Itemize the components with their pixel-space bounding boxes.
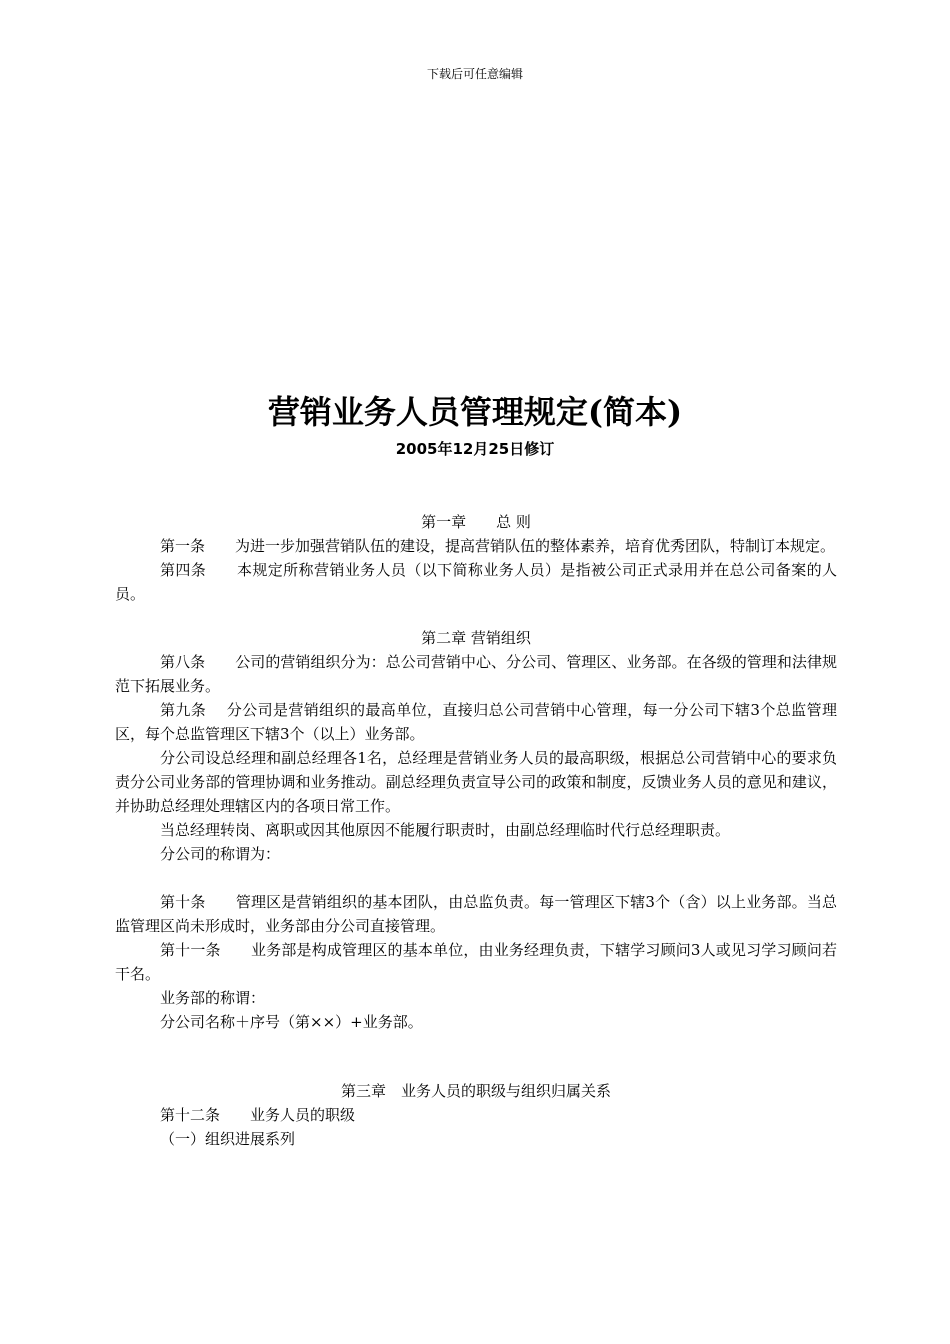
article-paragraph: 第十一条 业务部是构成管理区的基本单位，由业务经理负责，下辖学习顾问3人或见习学习顾问若干名。 (115, 941, 837, 983)
spacer (115, 606, 837, 626)
article-paragraph: 分公司名称＋序号（第××）+业务部。 (160, 1013, 423, 1031)
revision-date: 2005年12月25日修订 (395, 440, 555, 458)
document-body (115, 510, 837, 1151)
article-paragraph: 第十条 管理区是营销组织的基本团队，由总监负责。每一管理区下辖3个（含）以上业务部。当总监管理区尚未形成时，业务部由分公司直接管理。 (115, 893, 837, 935)
spacer (115, 1034, 837, 1079)
article-paragraph: 第十二条 业务人员的职级 (160, 1106, 356, 1124)
document-title: 营销业务人员管理规定(简本) (267, 393, 683, 431)
article-paragraph: 当总经理转岗、离职或因其他原因不能履行职责时，由副总经理临时代行总经理职责。 (160, 821, 731, 839)
article-paragraph: 分公司设总经理和副总经理各1名，总经理是营销业务人员的最高职级，根据总公司营销中心的要求负责分公司业务部的管理协调和业务推动。副总经理负责宣导公司的政策和制度，反馈业务人员的意见和建议，并协助总经理处理辖区内的各项日常工作。 (115, 749, 837, 815)
article-paragraph: （一）组织进展系列 (160, 1130, 296, 1148)
article-paragraph: 第四条 本规定所称营销业务人员（以下简称业务人员）是指被公司正式录用并在总公司备案的人员。 (115, 561, 837, 603)
spacer (115, 866, 837, 890)
chapter-heading: 第一章 总 则 (421, 513, 531, 531)
article-paragraph: 第八条 公司的营销组织分为：总公司营销中心、分公司、管理区、业务部。在各级的管理和法律规范下拓展业务。 (115, 653, 837, 695)
article-paragraph: 第一条 为进一步加强营销队伍的建设，提高营销队伍的整体素养，培育优秀团队，特制订本规定。 (160, 537, 836, 555)
article-paragraph: 第九条 分公司是营销组织的最高单位，直接归总公司营销中心管理，每一分公司下辖3个总监管理区，每个总监管理区下辖3个（以上）业务部。 (115, 701, 837, 743)
header-note: 下载后可任意编辑 (426, 67, 523, 81)
chapter-heading: 第三章 业务人员的职级与组织归属关系 (340, 1082, 611, 1100)
article-paragraph: 业务部的称谓： (160, 989, 266, 1007)
article-paragraph: 分公司的称谓为： (160, 845, 281, 863)
chapter-heading: 第二章 营销组织 (421, 629, 531, 647)
